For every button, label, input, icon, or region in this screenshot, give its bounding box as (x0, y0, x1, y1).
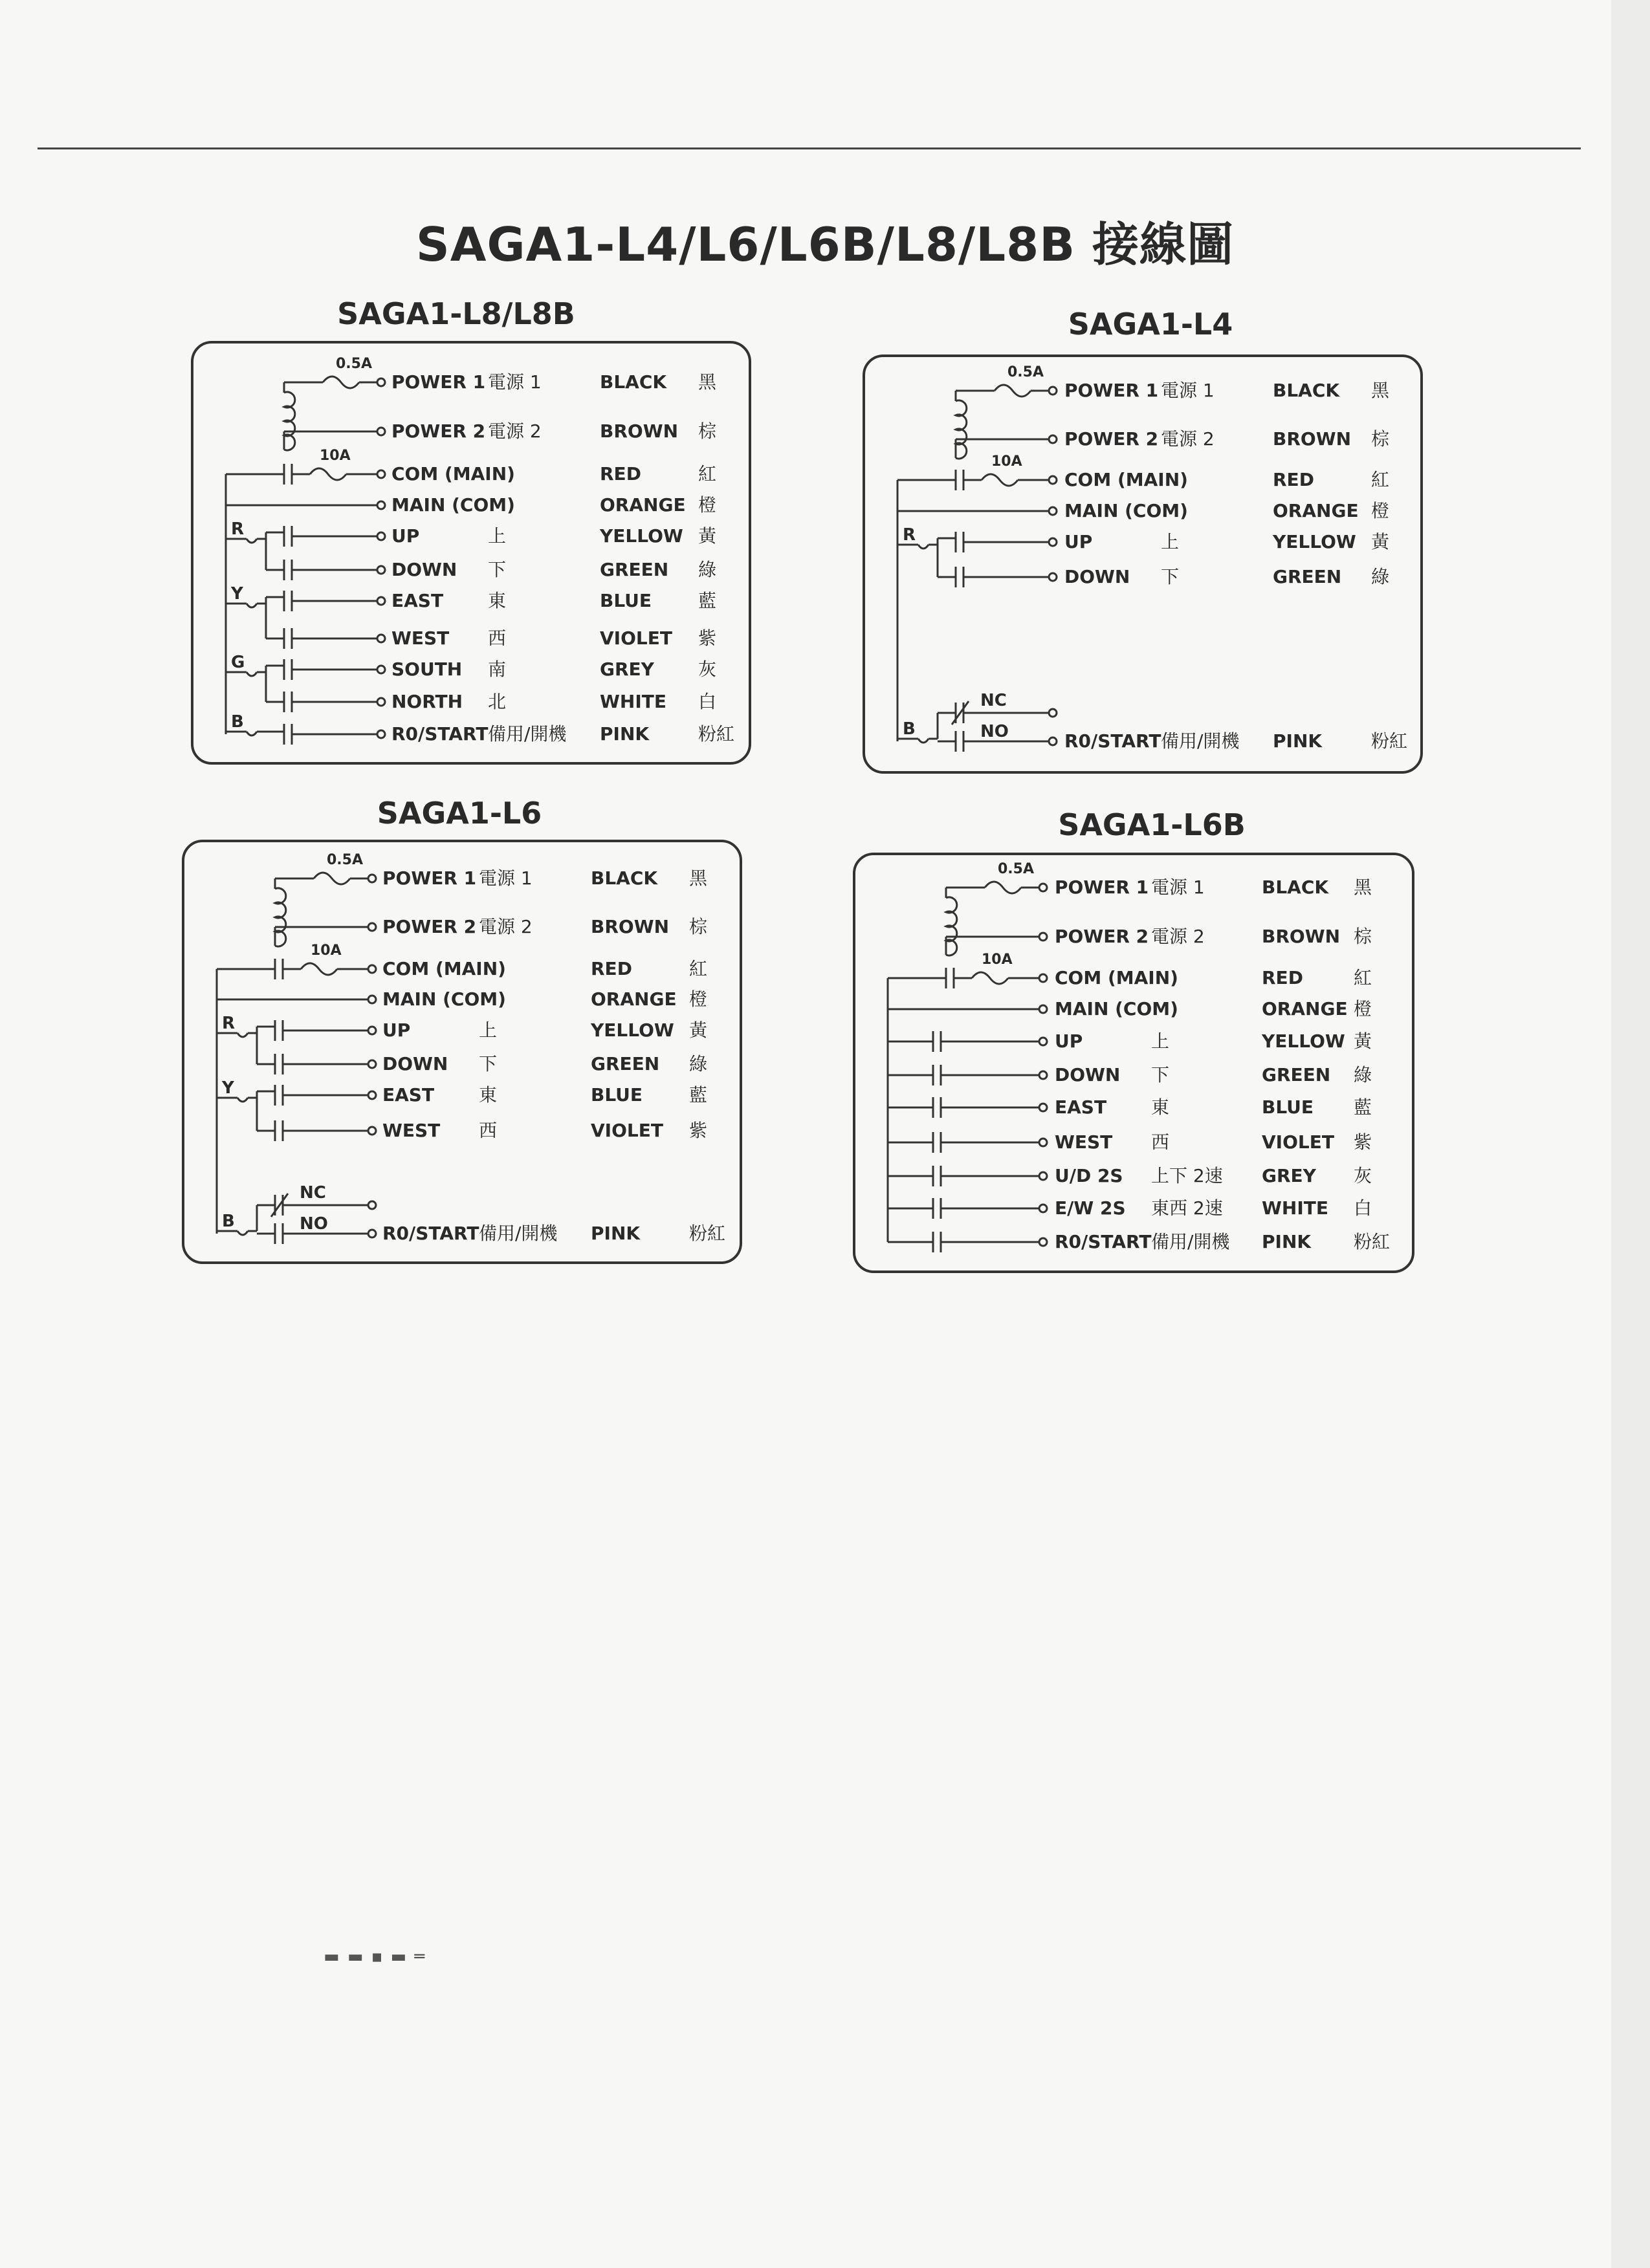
terminal-label: MAIN (COM) (391, 494, 515, 516)
terminal-label: WEST (1055, 1131, 1113, 1153)
terminal-chinese-label: 上下 2速 (1151, 1165, 1223, 1186)
wire-color-chinese: 橙 (698, 494, 717, 516)
diagram-l6 (182, 840, 742, 1264)
terminal-label: COM (MAIN) (382, 958, 506, 979)
com-fuse-label: 10A (311, 943, 342, 959)
terminal-row (855, 1027, 1412, 1056)
wire-color-label: PINK (1273, 730, 1323, 752)
terminal-row (865, 466, 1420, 494)
terminal-row (193, 368, 749, 397)
wire-color-label: YELLOW (591, 1020, 674, 1041)
terminal-chinese-label: 電源 1 (479, 867, 533, 889)
wire-color-chinese: 黃 (689, 1020, 708, 1041)
wire-color-chinese: 紅 (698, 463, 717, 485)
terminal-row (855, 1228, 1412, 1256)
header-rule (38, 147, 1581, 149)
relay-label: R (903, 525, 916, 545)
wire-color-chinese: 粉紅 (1371, 730, 1408, 752)
terminal-label: UP (382, 1020, 411, 1041)
wire-color-label: BLACK (600, 371, 667, 393)
terminal-row (184, 1050, 740, 1078)
wire-color-chinese: 橙 (689, 988, 708, 1010)
wire-color-label: GREEN (1262, 1064, 1331, 1085)
wire-color-label: GREY (1262, 1165, 1316, 1186)
wire-color-label: VIOLET (1262, 1131, 1334, 1153)
terminal-row (193, 417, 749, 446)
terminal-row (855, 1061, 1412, 1089)
terminal-chinese-label: 下 (488, 559, 507, 580)
relay-label: B (903, 719, 916, 739)
wire-color-label: RED (1273, 469, 1314, 490)
terminal-label: POWER 1 (382, 867, 477, 889)
wire-color-chinese: 灰 (1354, 1165, 1372, 1186)
terminal-label: POWER 1 (1055, 877, 1149, 898)
terminal-row (865, 425, 1420, 453)
terminal-chinese-label: 下 (479, 1053, 498, 1074)
terminal-chinese-label: 西 (479, 1120, 498, 1141)
wire-color-label: GREEN (591, 1053, 660, 1074)
wire-color-label: ORANGE (1273, 500, 1359, 521)
wire-color-label: ORANGE (1262, 998, 1348, 1020)
power-fuse-label: 0.5A (1007, 364, 1044, 380)
terminal-row (184, 1117, 740, 1145)
terminal-chinese-label: 上 (488, 525, 507, 547)
terminal-label: POWER 2 (1055, 926, 1149, 947)
relay-label: Y (231, 584, 243, 604)
wire-color-chinese: 棕 (1354, 926, 1372, 947)
wire-color-label: BLACK (1273, 380, 1340, 401)
terminal-row (184, 864, 740, 893)
wire-color-chinese: 紫 (698, 627, 717, 649)
terminal-label: R0/START (1064, 730, 1161, 752)
wire-color-chinese: 藍 (698, 590, 717, 611)
terminal (1049, 709, 1057, 717)
wire-color-chinese: 黑 (1371, 380, 1390, 401)
diagram-l8 (191, 341, 751, 765)
terminal-chinese-label: 上 (479, 1020, 498, 1041)
terminal-chinese-label: 電源 2 (479, 916, 533, 937)
terminal-row (193, 556, 749, 584)
diagram-title-l6b: SAGA1-L6B (1058, 807, 1246, 842)
terminal-label: POWER 2 (1064, 428, 1159, 450)
terminal-label: UP (1064, 531, 1093, 552)
terminal-chinese-label: 備用/開機 (479, 1223, 558, 1244)
no-label: NO (980, 722, 1009, 741)
wire-color-label: ORANGE (591, 988, 677, 1010)
terminal-row (184, 1081, 740, 1109)
terminal-row (193, 688, 749, 716)
diagram-l6b (853, 853, 1414, 1273)
no-label: NO (300, 1214, 328, 1234)
terminal-label: POWER 1 (1064, 380, 1159, 401)
terminal-chinese-label: 東 (488, 590, 507, 611)
terminal-chinese-label: 下 (1161, 566, 1180, 587)
terminal-row (184, 1016, 740, 1045)
relay-label: Y (222, 1078, 234, 1098)
wire-color-label: YELLOW (1273, 531, 1356, 552)
nc-label: NC (300, 1183, 326, 1203)
terminal-chinese-label: 備用/開機 (1151, 1231, 1230, 1252)
wire-color-label: BROWN (1273, 428, 1352, 450)
wire-color-chinese: 白 (1354, 1197, 1372, 1219)
terminal-chinese-label: 下 (1151, 1064, 1170, 1085)
terminal-chinese-label: 東 (479, 1084, 498, 1106)
diagram-title-l4: SAGA1-L4 (1068, 307, 1233, 342)
nc-label: NC (980, 691, 1007, 710)
terminal-chinese-label: 電源 1 (1151, 877, 1205, 898)
wire-color-label: BLUE (591, 1084, 643, 1106)
wire-color-label: BROWN (600, 420, 679, 442)
terminal-row (855, 1162, 1412, 1190)
terminal-label: R0/START (391, 723, 489, 745)
wire-color-chinese: 黃 (1371, 531, 1390, 552)
wire-color-chinese: 紫 (1354, 1131, 1372, 1153)
wire-color-chinese: 綠 (1354, 1064, 1372, 1085)
wire-color-chinese: 紫 (689, 1120, 708, 1141)
terminal-chinese-label: 西 (1151, 1131, 1170, 1153)
terminal-row (855, 995, 1412, 1023)
terminal-label: SOUTH (391, 659, 463, 680)
terminal-label: EAST (382, 1084, 435, 1106)
wire-color-chinese: 藍 (689, 1084, 708, 1106)
terminal-row (855, 1128, 1412, 1157)
terminal-label: COM (MAIN) (391, 463, 515, 485)
wire-color-chinese: 黃 (698, 525, 717, 547)
terminal-label: R0/START (382, 1223, 479, 1244)
com-fuse-label: 10A (982, 952, 1013, 968)
terminal-chinese-label: 上 (1161, 531, 1180, 552)
terminal-row (855, 1093, 1412, 1122)
wire-color-chinese: 綠 (1371, 566, 1390, 587)
terminal-chinese-label: 上 (1151, 1030, 1170, 1052)
power-fuse-label: 0.5A (327, 852, 363, 868)
wire-color-chinese: 綠 (698, 559, 717, 580)
terminal-label: WEST (382, 1120, 441, 1141)
relay-label: R (222, 1014, 236, 1033)
terminal-row (855, 873, 1412, 902)
wire-color-chinese: 橙 (1371, 500, 1390, 521)
wire-color-label: PINK (1262, 1231, 1312, 1252)
wire-color-chinese: 橙 (1354, 998, 1372, 1020)
wire-color-label: BLACK (591, 867, 658, 889)
terminal-row (865, 376, 1420, 405)
wire-color-label: VIOLET (591, 1120, 663, 1141)
terminal-row (184, 913, 740, 941)
wire-color-label: BROWN (591, 916, 670, 937)
terminal-label: MAIN (COM) (382, 988, 506, 1010)
wire-color-chinese: 粉紅 (689, 1223, 726, 1244)
wire-color-chinese: 紅 (1354, 967, 1372, 988)
wire-color-chinese: 白 (698, 691, 717, 712)
terminal-label: MAIN (COM) (1055, 998, 1178, 1020)
terminal-row (184, 1219, 740, 1248)
scan-marks: ▬ ▬ ▪ ▬ ═ (324, 1947, 426, 1967)
terminal-label: DOWN (382, 1053, 448, 1074)
terminal-label: DOWN (1064, 566, 1130, 587)
wire-color-label: WHITE (600, 691, 666, 712)
page-title: SAGA1-L4/L6/L6B/L8/L8B 接線圖 (415, 217, 1235, 272)
diagram-l4 (863, 354, 1423, 774)
terminal-row (193, 587, 749, 615)
terminal-row (184, 955, 740, 983)
terminal-label: NORTH (391, 691, 463, 712)
terminal-label: COM (MAIN) (1064, 469, 1188, 490)
terminal-label: COM (MAIN) (1055, 967, 1178, 988)
terminal-row (865, 528, 1420, 556)
wire-color-chinese: 紅 (1371, 469, 1390, 490)
wire-color-label: VIOLET (600, 627, 672, 649)
wire-color-label: RED (591, 958, 632, 979)
terminal-label: DOWN (1055, 1064, 1121, 1085)
terminal-chinese-label: 電源 2 (488, 420, 542, 442)
terminal-label: EAST (1055, 1096, 1107, 1118)
diagram-title-l6: SAGA1-L6 (377, 796, 542, 831)
wire-color-label: RED (1262, 967, 1303, 988)
wire-color-label: WHITE (1262, 1197, 1328, 1219)
wire-color-label: ORANGE (600, 494, 686, 516)
diagram-title-l8: SAGA1-L8/L8B (337, 296, 575, 331)
terminal-row (193, 720, 749, 748)
wire-color-chinese: 紅 (689, 958, 708, 979)
terminal-row (193, 522, 749, 551)
terminal-row (855, 964, 1412, 992)
wire-color-label: PINK (591, 1223, 641, 1244)
terminal-label: POWER 2 (391, 420, 486, 442)
wire-color-chinese: 黑 (698, 371, 717, 393)
wire-color-label: GREEN (600, 559, 669, 580)
terminal-label: POWER 1 (391, 371, 486, 393)
terminal-chinese-label: 備用/開機 (488, 723, 567, 745)
wire-color-chinese: 藍 (1354, 1096, 1372, 1118)
terminal-label: POWER 2 (382, 916, 477, 937)
terminal-chinese-label: 東 (1151, 1096, 1170, 1118)
wire-color-label: BLUE (1262, 1096, 1314, 1118)
terminal-chinese-label: 南 (488, 659, 507, 680)
wire-color-chinese: 棕 (689, 916, 708, 937)
terminal-chinese-label: 北 (488, 691, 507, 712)
wire-color-label: YELLOW (600, 525, 683, 547)
terminal-chinese-label: 西 (488, 627, 507, 649)
wire-color-label: PINK (600, 723, 650, 745)
wire-color-chinese: 棕 (698, 420, 717, 442)
wire-color-chinese: 粉紅 (698, 723, 735, 745)
terminal-row (193, 491, 749, 519)
terminal-row (193, 624, 749, 653)
terminal-label: E/W 2S (1055, 1197, 1126, 1219)
terminal-row (193, 655, 749, 684)
relay-label: G (231, 653, 245, 672)
terminal-chinese-label: 電源 2 (1151, 926, 1205, 947)
wire-color-label: BROWN (1262, 926, 1341, 947)
terminal-label: U/D 2S (1055, 1165, 1123, 1186)
com-fuse-label: 10A (991, 453, 1022, 470)
wire-color-chinese: 灰 (698, 659, 717, 680)
wire-color-label: GREY (600, 659, 654, 680)
terminal-row (184, 985, 740, 1014)
terminal-label: UP (391, 525, 420, 547)
terminal-row (193, 460, 749, 488)
relay-label: B (231, 712, 244, 732)
terminal-label: UP (1055, 1030, 1083, 1052)
relay-label: B (222, 1212, 235, 1231)
terminal-row (855, 1194, 1412, 1223)
wire-color-label: BLUE (600, 590, 652, 611)
wire-color-chinese: 棕 (1371, 428, 1390, 450)
terminal-chinese-label: 電源 1 (1161, 380, 1215, 401)
terminal (368, 1201, 376, 1209)
terminal-label: EAST (391, 590, 444, 611)
wire-color-chinese: 黑 (1354, 877, 1372, 898)
com-fuse-label: 10A (320, 448, 351, 464)
wire-color-label: RED (600, 463, 641, 485)
terminal-label: R0/START (1055, 1231, 1152, 1252)
terminal-label: MAIN (COM) (1064, 500, 1188, 521)
wire-color-label: GREEN (1273, 566, 1342, 587)
terminal-row (865, 497, 1420, 525)
paper-edge (1611, 0, 1650, 2268)
terminal-chinese-label: 電源 2 (1161, 428, 1215, 450)
power-fuse-label: 0.5A (336, 356, 372, 372)
terminal-row (855, 922, 1412, 951)
wire-color-label: BLACK (1262, 877, 1329, 898)
wire-color-label: YELLOW (1262, 1030, 1345, 1052)
wire-color-chinese: 黑 (689, 867, 708, 889)
terminal-label: WEST (391, 627, 450, 649)
terminal-row (865, 727, 1420, 756)
wire-color-chinese: 粉紅 (1354, 1231, 1391, 1252)
relay-label: R (231, 519, 245, 539)
wire-color-chinese: 綠 (689, 1053, 708, 1074)
terminal-chinese-label: 東西 2速 (1151, 1197, 1223, 1219)
terminal-row (865, 563, 1420, 591)
terminal-chinese-label: 電源 1 (488, 371, 542, 393)
power-fuse-label: 0.5A (998, 861, 1034, 877)
terminal-chinese-label: 備用/開機 (1161, 730, 1240, 752)
wire-color-chinese: 黃 (1354, 1030, 1372, 1052)
terminal-label: DOWN (391, 559, 457, 580)
